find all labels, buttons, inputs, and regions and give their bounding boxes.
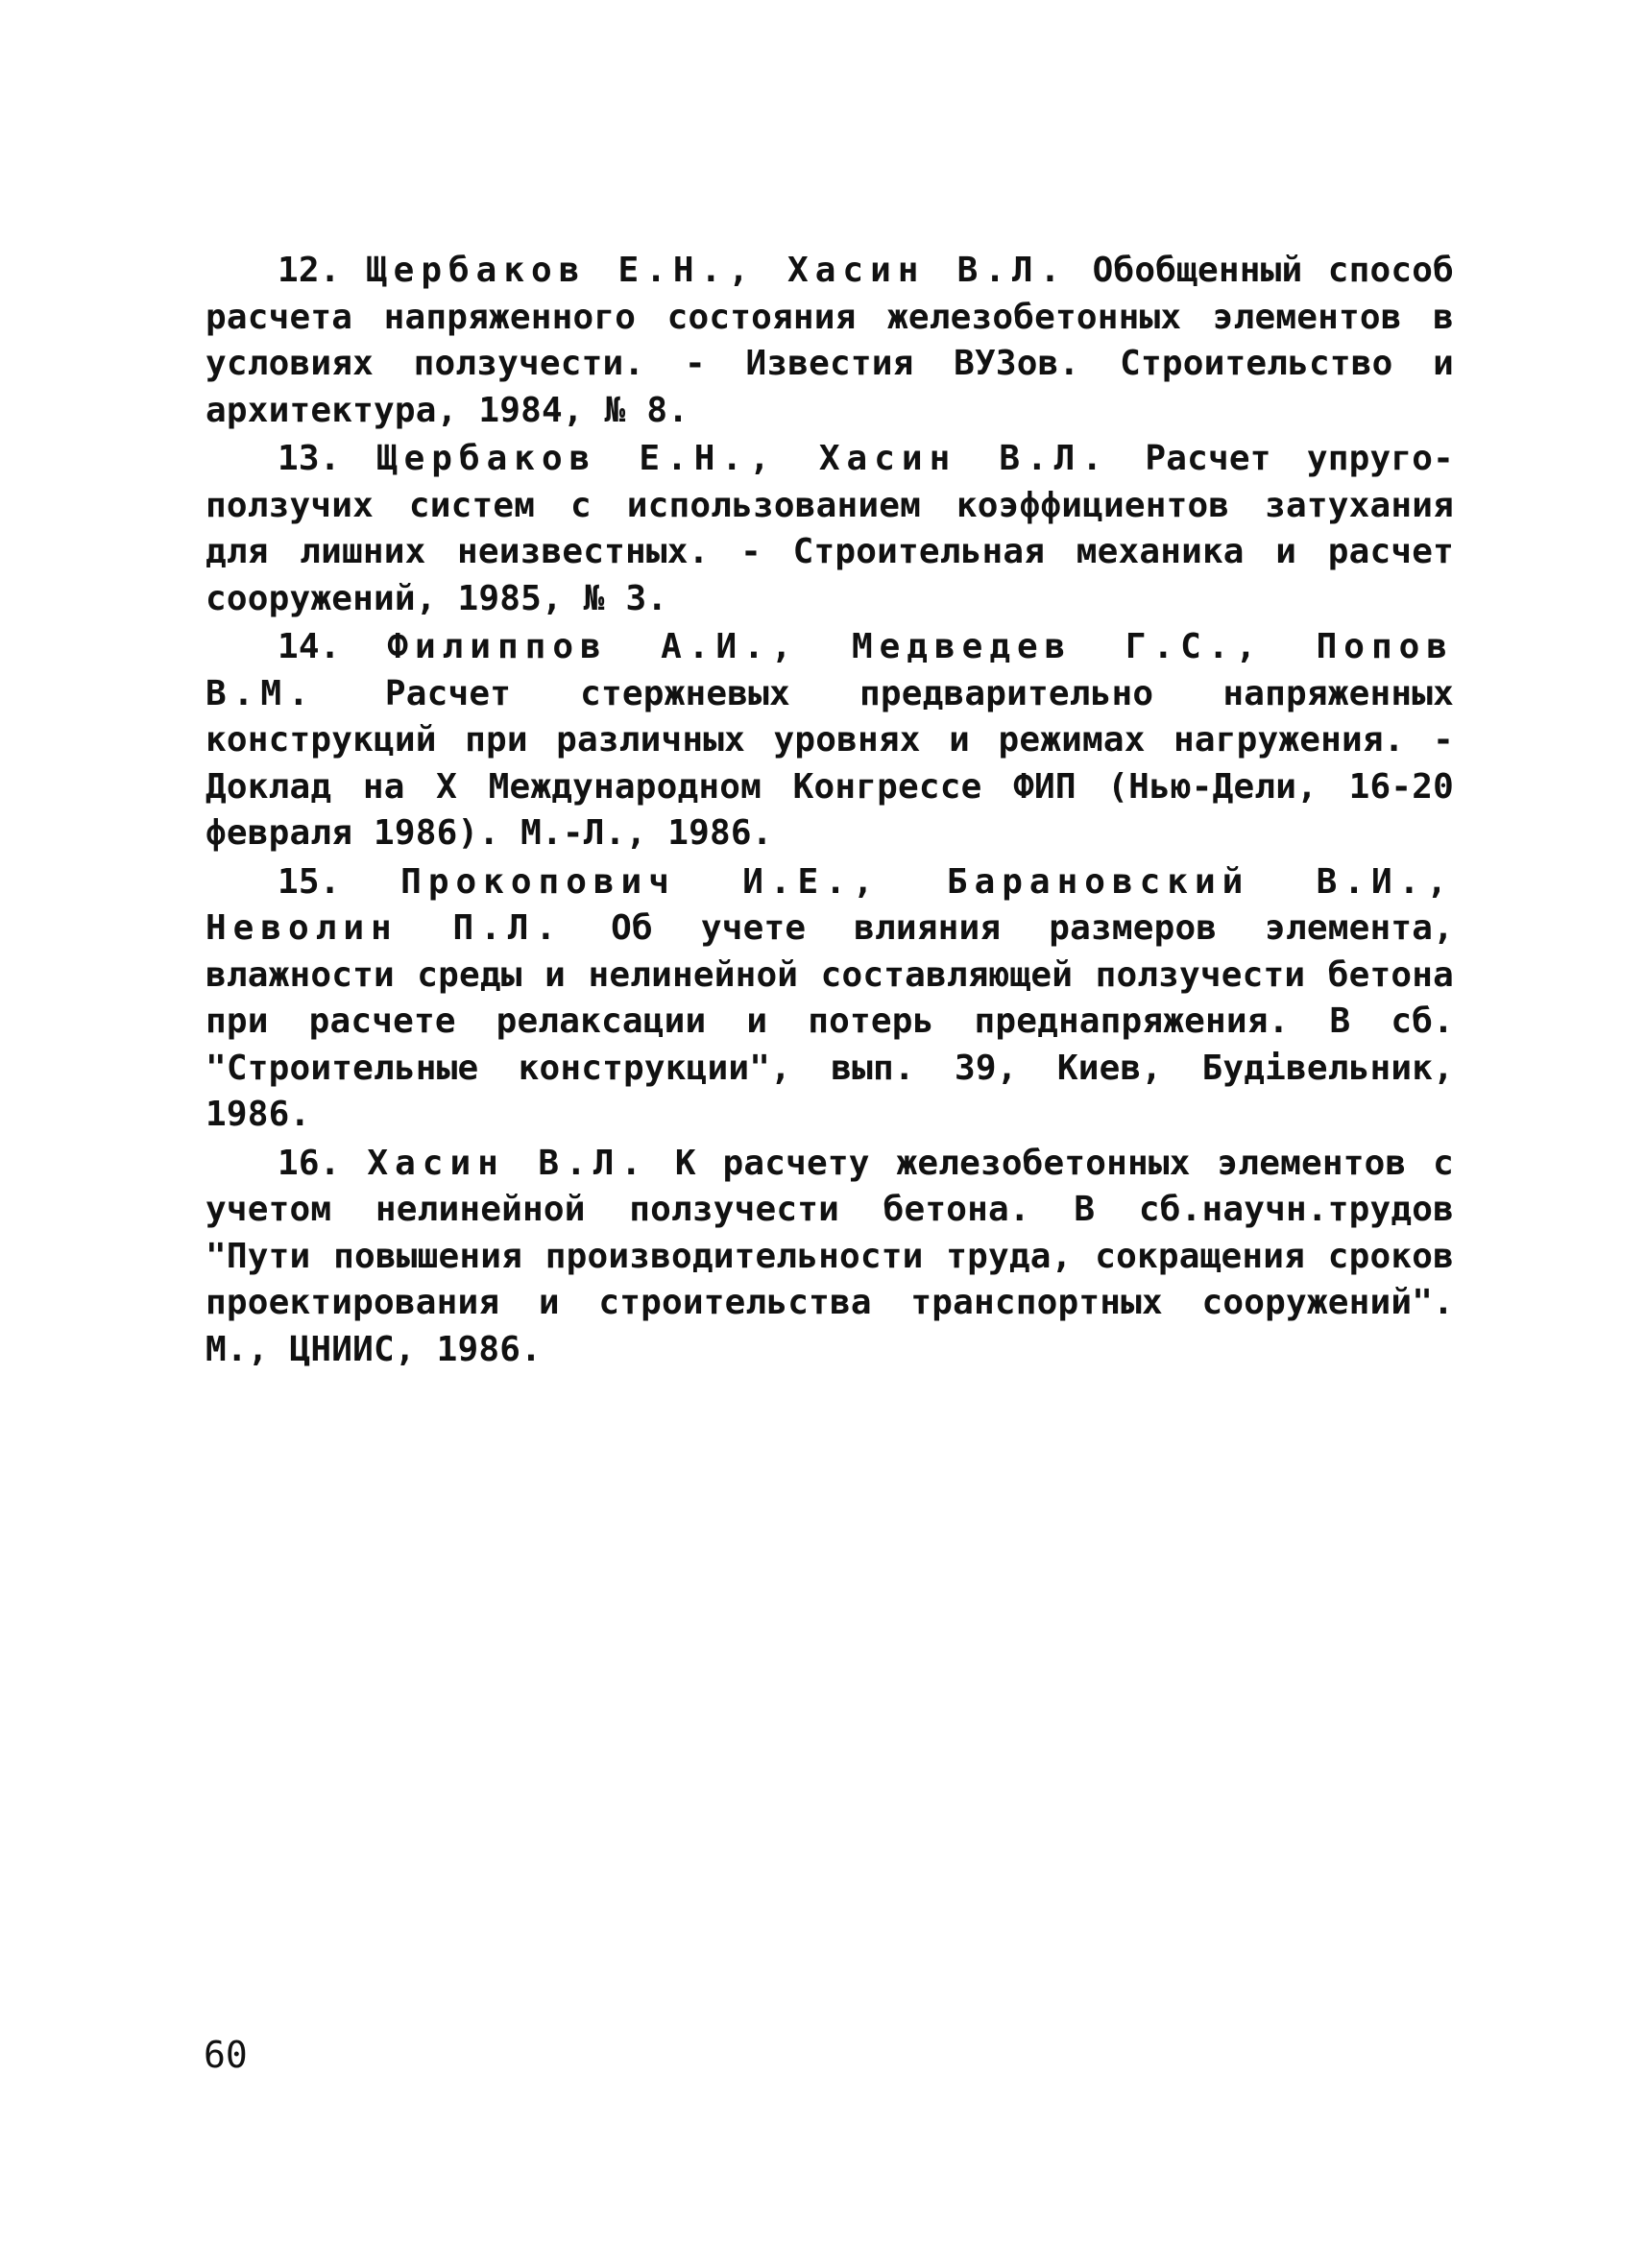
reference-number: 15. [278,861,341,902]
reference-number: 13. [278,439,341,478]
reference-text: К расчету железобетонных элементов с учетом нелинейной ползучести бетона. В сб.научн.трудов "Пути повышения производительности труда, сокращения сроков проектирования и строительства транспортных сооружений". М., ЦНИИС, 1986. [206,1143,1454,1369]
reference-number: 12. [278,251,341,290]
reference-authors: Щербаков Е.Н., Хасин В.Л. [375,439,1110,478]
reference-number: 16. [278,1143,341,1183]
reference-item-13 [206,436,1454,622]
reference-authors: Прокопович И.Е., Барановский В.И., Неволин П.Л. [206,861,1454,948]
reference-item-12 [206,248,1454,434]
reference-authors: Щербаков Е.Н., Хасин В.Л. [365,251,1068,290]
reference-list [206,248,1454,1375]
reference-item-14 [206,624,1454,857]
reference-number: 14. [278,627,341,666]
reference-item-15 [206,859,1454,1139]
reference-item-16 [206,1141,1454,1374]
reference-text: Расчет упруго-ползучих систем с использованием коэффициентов затухания для лишних неизвестных. - Строительная механика и расчет сооружений, 1985, № 3. [206,439,1454,618]
reference-text: Обобщенный способ расчета напряженного состояния железобетонных элементов в условиях ползучести. - Известия ВУЗов. Строительство и архитектура, 1984, № 8. [206,251,1454,430]
reference-text: Расчет стержневых предварительно напряженных конструкций при различных уровнях и режимах нагружения. - Доклад на X Международном Конгрессе ФИП (Нью-Дели, 16-20 февраля 1986). М.-Л., 1986. [206,673,1455,853]
reference-authors: Филиппов А.И., Медведев Г.С., Попов В.М. [206,627,1454,713]
reference-authors: Хасин В.Л. [367,1143,649,1183]
reference-text: Об учете влияния размеров элемента, влажности среды и нелинейной составляющей ползучести бетона при расчете релаксации и потерь преднапряжения. В сб. "Строительные конструкции", вып. 39, Киев, Будівельник, 1986. [206,908,1455,1134]
page-number: 60 [204,2034,248,2076]
